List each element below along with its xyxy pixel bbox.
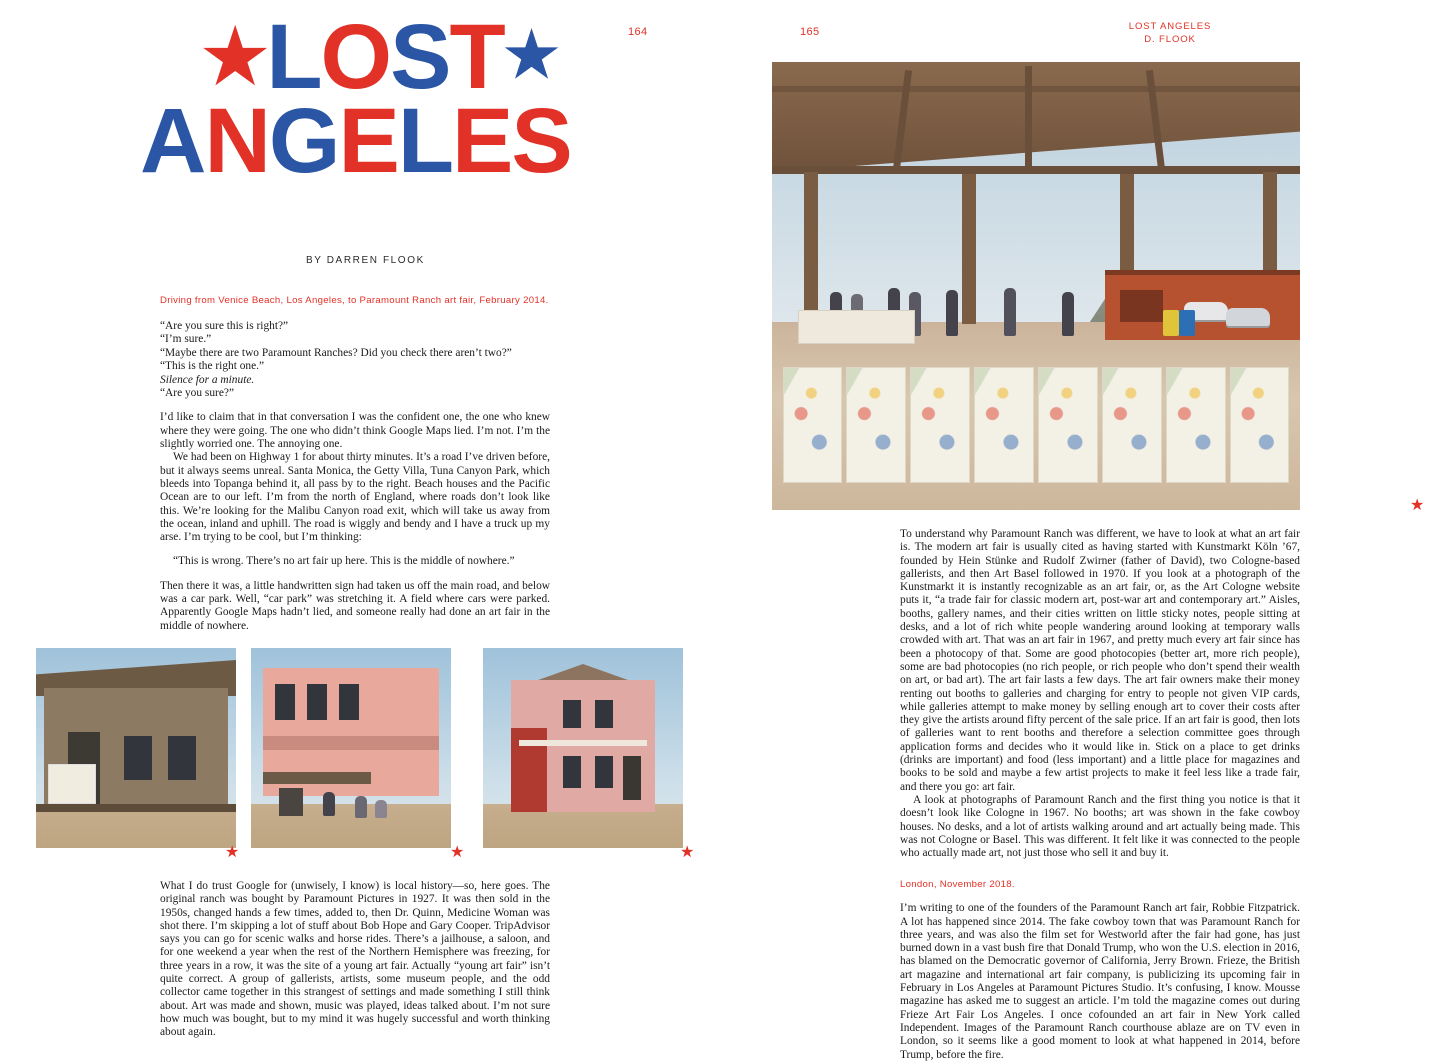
dialogue-line-1: “Are you sure this is right?” bbox=[160, 320, 289, 332]
dialogue-line-4: “This is the right one.” bbox=[160, 360, 265, 373]
visitor-2 bbox=[355, 796, 367, 818]
facade-band bbox=[263, 736, 439, 750]
parked-car-2 bbox=[1226, 308, 1270, 326]
window-2 bbox=[307, 684, 327, 720]
artwork-canvas bbox=[783, 367, 843, 483]
right-bottom-paragraph: I’m writing to one of the founders of the Paramount Ranch art fair, Robbie Fitzpatrick. A lot has happened since 2014. The fake cowboy town that was Paramount Ranch for three years, and was also the film set for Westworld after the fair had gone, has just burned down in a vast bush fire that Donald Trump, who won the U.S. election in 2016, has blamed on the Democratic governor of California, Jerry Brown. Frieze, the British art magazine and international art fair company, is publicizing its upcoming fair in February in Los Angeles at Paramount Pictures Studio. It’s confusing, I know. Mousse magazine has asked me to suggest an article. I’m told the magazine comes out during Frieze Art Fair Los Angeles. I once cofounded an art fair in New York called Independent. Images of the Paramount Ranch courthouse ablaze are on TV even in London, so it seems like a good moment to look at what happened in 2014, before Trump, before the fire. bbox=[900, 902, 1300, 1061]
byline: BY DARREN FLOOK bbox=[306, 255, 425, 266]
running-head bbox=[1040, 20, 1300, 46]
title2-letter-L: L bbox=[397, 90, 453, 192]
title-line-1 bbox=[140, 6, 630, 108]
running-head-title: LOST ANGELES bbox=[1128, 21, 1212, 32]
right-paragraph-1: To understand why Paramount Ranch was different, we have to look at what an art fair is. The modern art fair is usually cited as having started with Kunstmarkt Köln ’67, founded by Hein Stünke and Rudolf Zwirner (father of David), two Cologne-based gallerists, and then Art Basel followed in 1970. If you look at a photograph of the Kunstmarkt it is instantly recognizable as an art fair, or, as the Art Cologne website puts it, “a trade fair for classic modern art, post-war art and contemporary art.” Aisles, booths, gallery names, and their cities written on little sticky notes, people sitting at desks, and a lot of rich white people wandering around looking at temporary walls crowded with art. That was an art fair in 1967, and pretty much every art fair since has been a photocopy of that. Some are good photocopies (better art, more rich people), some are bad photocopies (no rich people, or rich people who don’t spend their wealth on art, or bad art). The art fair lasts a few days. The art fair owners make their money renting out booths to galleries and charging for entry to people not given VIP cards, while galleries attempt to make money by selling enough art to cover their costs after they give the artists around fifty percent of the sale price. If an art fair is good, then lots of galleries want to rent booths and therefore a selection committee goes through application forms and decides who it would like in. Stick on a place to get drinks (drinks are important) and food (less important) and a little place for magazines and books to be sold and maybe a few artist projects to make it feel less like a trade fair, and there you go: art fair. bbox=[900, 528, 1300, 793]
title2-letter-N: N bbox=[204, 90, 269, 192]
left-paragraph-2: We had been on Highway 1 for about thirty minutes. It’s a road I’ve driven before, but it always seems unreal. Santa Monica, the Getty Villa, Tuna Canyon Park, which bleeds into Topanga behind it, all pass by to the right. Beach houses and the Pacific Ocean are to our left. I’m from the north of England, where roads don’t look like this. We’re looking for the Malibu Canyon road exit, which will take us away from the ocean, inland and uphill. The road is wiggly and bendy and I have a truck up my arse. I’m trying to be cool, but I’m thinking: bbox=[160, 451, 550, 544]
photo-pavilion-art-fair bbox=[772, 62, 1300, 510]
star-icon-photo-c: ★ bbox=[680, 844, 695, 861]
roof-beam-upper bbox=[772, 86, 1300, 92]
display-table bbox=[798, 310, 914, 344]
artwork-canvas bbox=[1102, 367, 1162, 483]
blue-bin bbox=[1179, 310, 1195, 336]
pavilion-pillar-1 bbox=[804, 172, 818, 332]
dialogue-line-3: “Maybe there are two Paramount Ranches? Did you check there aren’t two?” bbox=[160, 346, 512, 359]
visitor-3 bbox=[375, 800, 387, 818]
folio-right: 165 bbox=[800, 26, 820, 38]
page-title bbox=[140, 6, 630, 238]
pavilion-pillar-2 bbox=[962, 174, 976, 324]
window-1 bbox=[124, 736, 152, 780]
title-letter-T: T bbox=[449, 6, 504, 108]
visitor-1 bbox=[323, 792, 335, 816]
star-icon-photo-b: ★ bbox=[450, 844, 465, 861]
dialogue-line-2: “I’m sure.” bbox=[160, 333, 212, 346]
photo-western-saloon bbox=[36, 648, 236, 848]
title-letter-L: L bbox=[266, 6, 321, 108]
running-head-author: D. FLOOK bbox=[1144, 34, 1196, 45]
subhead-london: London, November 2018. bbox=[900, 879, 1015, 890]
visitor-5 bbox=[946, 290, 958, 336]
title2-letter-A: A bbox=[140, 90, 205, 192]
visitor-7 bbox=[1062, 292, 1074, 336]
artwork-canvas bbox=[1230, 367, 1290, 483]
dialogue-block bbox=[160, 320, 550, 400]
artwork-canvas bbox=[910, 367, 970, 483]
artwork-canvas bbox=[1038, 367, 1098, 483]
entry-door bbox=[623, 756, 641, 800]
left-paragraph-1: I’d like to claim that in that conversation I was the confident one, the one who knew where they were going. The one who didn’t think Google Maps lied. I’m not. I’m the slightly worried one. The annoying one. bbox=[160, 411, 550, 451]
left-column-bottom bbox=[160, 880, 550, 1040]
star-icon-photo-main: ★ bbox=[1410, 497, 1425, 514]
star-icon-right: ★ bbox=[503, 21, 558, 90]
left-column-top bbox=[160, 294, 550, 633]
storefront-door bbox=[279, 788, 303, 816]
window-upper-2 bbox=[595, 700, 613, 728]
dialogue-line-5: Silence for a minute. bbox=[160, 373, 255, 386]
right-paragraph-2: A look at photographs of Paramount Ranch and the first thing you notice is that it doesn’t look like Cologne in 1967. No booths; art was shown in the fake cowboy houses. No desks, and a lot of artists walking around and art actually being made. This was not Cologne or Basel. This was different. It felt like it was connected to the people who actually made art, not just those who sell it and buy it. bbox=[900, 793, 1300, 860]
title-line-2 bbox=[140, 90, 630, 192]
title2-letter-E2: E bbox=[452, 90, 512, 192]
left-bottom-paragraph: What I do trust Google for (unwisely, I know) is local history—so, here goes. The original ranch was bought by Paramount Pictures in 1927. It was then sold in the 1950s, changed hands a few times, added to, then Dr. Quinn, Medicine Woman was shot there. I’m skipping a lot of stuff about Bob Hope and Gary Cooper. TripAdvisor says you can go for scenic walks and horse rides. There’s a jailhouse, a saloon, and for one weekend a year when the rest of the Northern Hemisphere was freezing, for three years in a row, it was the site of a young art fair. Actually “young art fair” isn’t quite correct. A group of gallerists, artists, some museum people, and the odd collector came together in this strangest of settings and made something I still think about. Art was made and shown, music was played, ideas talked about. I’m not sure how much was bought, but to my mind it was hugely successful and worth thinking about again. bbox=[160, 880, 550, 1039]
star-icon-photo-a: ★ bbox=[225, 844, 240, 861]
artwork-poster bbox=[48, 764, 96, 804]
kicker-text: Driving from Venice Beach, Los Angeles, to Paramount Ranch art fair, February 2014. bbox=[160, 295, 549, 306]
roof-beam-main bbox=[772, 166, 1300, 174]
artwork-canvas bbox=[846, 367, 906, 483]
title2-letter-E: E bbox=[338, 90, 398, 192]
dialogue-line-6: “Are you sure?” bbox=[160, 387, 235, 400]
artwork-canvas-row bbox=[783, 367, 1290, 483]
window-lower-1 bbox=[563, 756, 581, 788]
yellow-bin bbox=[1163, 310, 1179, 336]
balcony-rail bbox=[519, 740, 647, 746]
barn-door bbox=[1120, 290, 1162, 322]
window-3 bbox=[339, 684, 359, 720]
window-1 bbox=[275, 684, 295, 720]
title2-letter-S: S bbox=[511, 90, 571, 192]
artwork-canvas bbox=[974, 367, 1034, 483]
star-icon-left: ★ bbox=[202, 15, 267, 98]
roof-rafter-2 bbox=[1025, 66, 1032, 170]
right-column-bottom bbox=[900, 878, 1300, 1062]
title2-letter-G: G bbox=[268, 90, 339, 192]
folio-left: 164 bbox=[628, 26, 648, 38]
porch-step bbox=[36, 804, 236, 812]
window-lower-2 bbox=[595, 756, 613, 788]
title-letter-S: S bbox=[390, 6, 450, 108]
left-paragraph-4: Then there it was, a little handwritten sign had taken us off the main road, and below was a car park. Well, “car park” was stretching it. A field where cars were parked. Apparently Google Maps hadn’t lied, and someone really had done an art fair in the middle of nowhere. bbox=[160, 579, 550, 632]
photo-red-hotel bbox=[483, 648, 683, 848]
left-quote: “This is wrong. There’s no art fair up here. This is the middle of nowhere.” bbox=[173, 555, 515, 568]
visitor-6 bbox=[1004, 288, 1016, 336]
right-column-top bbox=[900, 528, 1300, 860]
awning bbox=[263, 772, 371, 784]
title-letter-O: O bbox=[320, 6, 391, 108]
artwork-canvas bbox=[1166, 367, 1226, 483]
window-upper-1 bbox=[563, 700, 581, 728]
window-2 bbox=[168, 736, 196, 780]
photo-pink-building bbox=[251, 648, 451, 848]
